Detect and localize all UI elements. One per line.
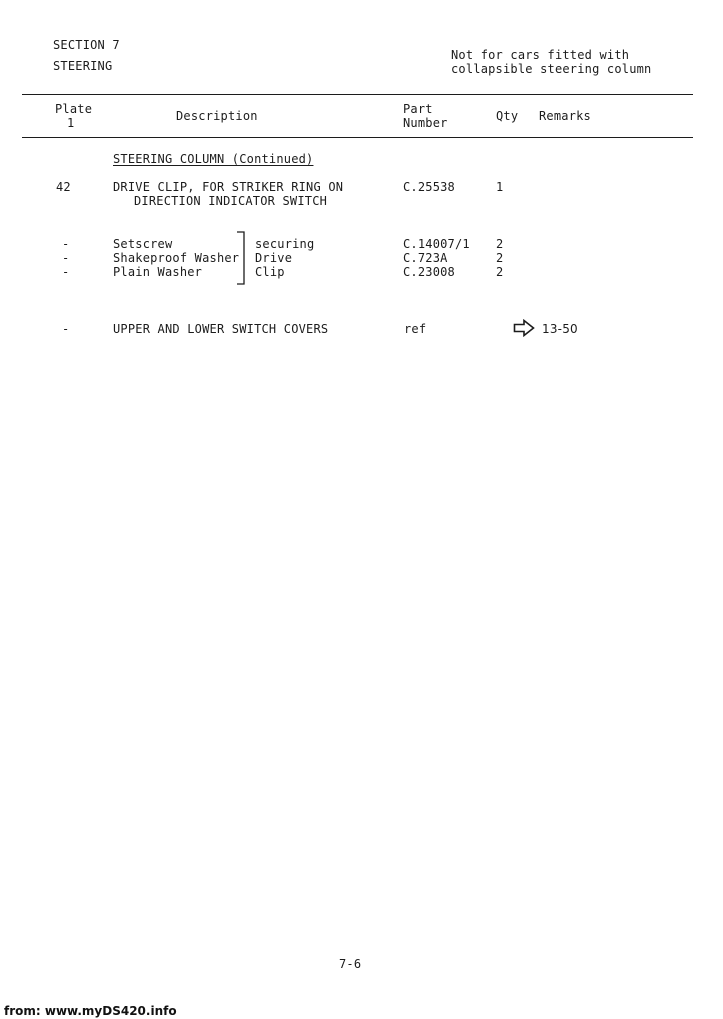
col-header-remarks: Remarks [539, 109, 591, 123]
bracket-note-line: Clip [255, 265, 285, 279]
row-part-number: C.23008 [403, 265, 455, 279]
row-description: Plain Washer [113, 265, 203, 279]
col-header-part-number: Number [403, 116, 448, 130]
row-description-cont: DIRECTION INDICATOR SWITCH [134, 194, 328, 208]
page-number: 7-6 [339, 957, 362, 971]
col-header-plate: Plate [55, 102, 93, 116]
row-plate: - [62, 237, 70, 251]
header-top-rule [22, 94, 693, 95]
row-description: Shakeproof Washer [113, 251, 240, 265]
row-qty: 2 [496, 237, 504, 251]
note-line-1: Not for cars fitted with [451, 48, 630, 62]
row-plate: - [62, 251, 70, 265]
row-part-number: ref [404, 322, 427, 336]
grouping-bracket [236, 230, 250, 288]
section-label: SECTION 7 [53, 38, 120, 52]
col-header-description: Description [176, 109, 258, 123]
row-description: UPPER AND LOWER SWITCH COVERS [113, 322, 329, 336]
row-part-number: C.14007/1 [403, 237, 470, 251]
source-watermark[interactable]: from: www.myDS420.info [4, 1004, 177, 1018]
row-qty: 2 [496, 265, 504, 279]
col-header-plate-number: 1 [67, 116, 75, 130]
col-header-part: Part [403, 102, 433, 116]
bracket-note-line: securing [255, 237, 315, 251]
col-header-qty: Qty [496, 109, 519, 123]
row-remarks-reference: 13-50 [542, 322, 578, 336]
row-plate: - [62, 265, 70, 279]
row-plate: - [62, 322, 70, 336]
section-name: STEERING [53, 59, 113, 73]
row-part-number: C.25538 [403, 180, 455, 194]
row-plate: 42 [56, 180, 71, 194]
group-heading: STEERING COLUMN (Continued) [113, 152, 314, 166]
note-line-2: collapsible steering column [451, 62, 652, 76]
row-qty: 1 [496, 180, 504, 194]
row-qty: 2 [496, 251, 504, 265]
right-arrow-outline-icon [513, 319, 535, 337]
row-description: DRIVE CLIP, FOR STRIKER RING ON [113, 180, 344, 194]
header-bottom-rule [22, 137, 693, 138]
row-part-number: C.723A [403, 251, 448, 265]
bracket-note-line: Drive [255, 251, 293, 265]
row-description: Setscrew [113, 237, 173, 251]
